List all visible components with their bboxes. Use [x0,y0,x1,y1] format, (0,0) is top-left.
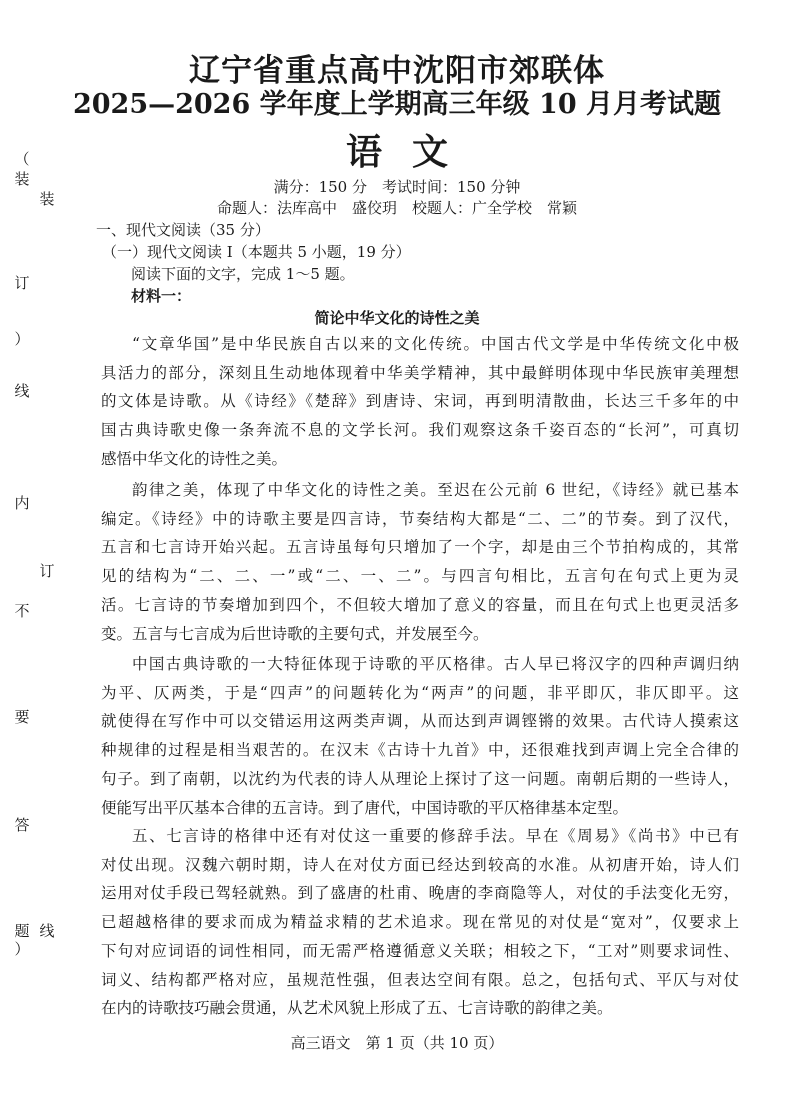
exam-title-line1: 辽宁省重点高中沈阳市郊联体 [189,53,605,89]
binding-char: 订 [39,562,55,580]
exam-meta-score-time: 满分：150 分 考试时间：150 分钟 [273,178,521,196]
binding-char: 装 [14,170,30,188]
binding-char: 线 [39,922,55,940]
text-line: 就使得在写作中可以交错运用这两类声调，从而达到声调铿锵的效果。古代诗人摸索这 [101,712,739,731]
text-line: 在内的诗歌技巧融会贯通，从艺术风貌上形成了五、七言诗歌的韵律之美。 [101,999,613,1018]
binding-char: 答 [14,816,30,834]
text-line: 韵律之美，体现了中华文化的诗性之美。至迟在公元前 6 世纪，《诗经》就已基本 [132,481,739,499]
text-line: 对仗出现。汉魏六朝时期，诗人在对仗方面已经达到较高的水准。从初唐开始，诗人们 [101,855,739,874]
text-line: 的文体是诗歌。从《诗经》《楚辞》到唐诗、宋词，再到明清散曲，长达三千多年的中 [101,392,739,411]
article-paragraph-4 [101,822,739,1023]
binding-char: ） [14,330,30,348]
text-line: 句子。到了南朝，以沈约为代表的诗人从理论上探讨了这一问题。南朝后期的一些诗人， [101,769,739,788]
text-line: 具活力的部分，深刻且生动地体现着中华美学精神，其中最鲜明体现中华民族审美理想 [101,363,739,382]
text-line: 见的结构为“二、二、一”或“二、一、二”。与四言句相比，五言句在句式上更为灵 [101,567,739,586]
text-line: 五、七言诗的格律中还有对仗这一重要的修辞手法。早在《周易》《尚书》中已有 [132,827,739,845]
text-line: 编定。《诗经》中的诗歌主要是四言诗，节奏结构大都是“二、二”的节奏。到了汉代， [101,509,739,528]
sub-section-heading: （一）现代文阅读 I（本题共 5 小题，19 分） [102,243,411,261]
binding-char: 装 [39,190,55,208]
text-line: 下句对应词语的词性相同，而无需严格遵循意义关联；相较之下，“工对”则要求词性、 [101,941,739,960]
binding-char: ） [14,940,30,958]
text-line: 五言和七言诗开始兴起。五言诗虽每句只增加了一个字，却是由三个节拍构成的，其常 [101,538,739,557]
binding-char: 不 [14,602,30,620]
article-paragraph-1 [101,330,739,474]
text-line: 已超越格律的要求而成为精益求精的艺术追求。现在常见的对仗是“宽对”，仅要求上 [101,913,739,932]
page-footer: 高三语文 第 1 页（共 10 页） [290,1034,504,1052]
text-line: 变。五言与七言成为后世诗歌的主要句式，并发展至今。 [101,624,489,643]
binding-char: 要 [14,708,30,726]
article-paragraph-3 [101,650,739,822]
exam-title-line2: 2025—2026 学年度上学期高三年级 10 月月考试题 [72,89,722,120]
article-paragraph-2 [101,476,739,648]
binding-char: 订 [14,274,30,292]
text-line: 感悟中华文化的诗性之美。 [101,449,288,468]
text-line: 中国古典诗歌的一大特征体现于诗歌的平仄格律。古人早已将汉字的四种声调归纳 [132,655,739,673]
subject-title: 语文 [345,131,478,173]
text-line: 为平、仄两类，于是“四声”的问题转化为“两声”的问题，非平即仄，非仄即平。这 [101,683,739,702]
text-line: 种规律的过程是相当艰苦的。在汉末《古诗十九首》中，还很难找到声调上完全合律的 [101,741,739,760]
article-title: 简论中华文化的诗性之美 [314,309,480,327]
reading-instruction: 阅读下面的文字，完成 1～5 题。 [131,265,355,283]
material-label: 材料一： [131,287,192,305]
binding-char: 题 [14,922,30,940]
exam-meta-authors: 命题人：法库高中 盛佼玥 校题人：广全学校 常颖 [216,199,577,217]
binding-char: 内 [14,494,30,512]
text-line: 运用对仗手段已驾轻就熟。到了盛唐的杜甫、晚唐的李商隐等人，对仗的手法变化无穷， [101,884,739,903]
text-line: 国古典诗歌史像一条奔流不息的文学长河。我们观察这条千姿百态的“长河”，可真切 [101,421,739,440]
text-line: 词义、结构都严格对应，虽规范性强，但表达空间有限。总之，包括句式、平仄与对仗 [101,970,739,989]
text-line: “文章华国”是中华民族自古以来的文化传统。中国古代文学是中华传统文化中极 [132,335,739,353]
text-line: 便能写出平仄基本合律的五言诗。到了唐代，中国诗歌的平仄格律基本定型。 [101,798,629,817]
text-line: 活。七言诗的节奏增加到四个，不但较大增加了意义的容量，而且在句式上也更灵活多 [101,595,739,614]
section-heading: 一、现代文阅读（35 分） [96,221,270,239]
binding-char: 线 [14,382,30,400]
binding-char: （ [14,150,30,168]
